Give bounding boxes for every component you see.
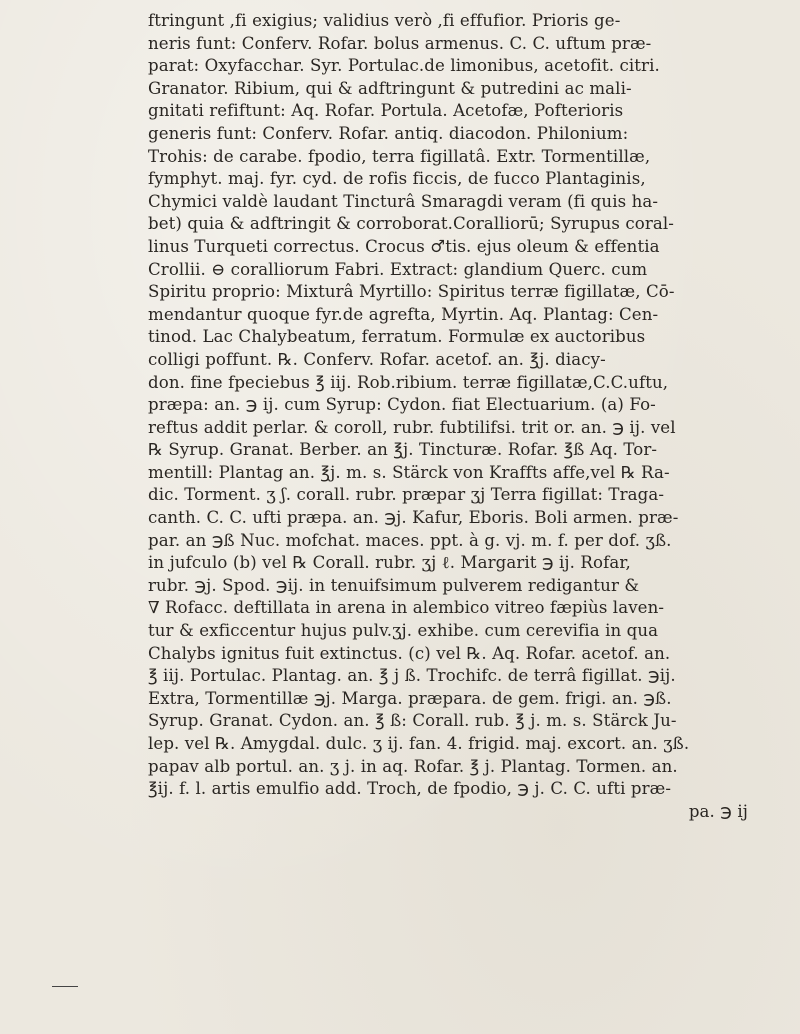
- margin-dash: [52, 986, 78, 987]
- text-line: mentill: Plantag an. ℥j. m. s. Stärck von Kraffts affe,vel ℞ Ra-: [148, 462, 670, 482]
- catchword: pa. ℈ ij: [688, 801, 748, 821]
- text-line: ∇ Rofacc. deftillata in arena in alembico vitreo fæpiùs laven-: [148, 598, 665, 618]
- text-line: tur & exficcentur hujus pulv.ʒj. exhibe. cum cerevifia in qua: [148, 621, 659, 641]
- text-line: generis funt: Conferv. Rofar. antiq. diacodon. Philonium:: [148, 123, 629, 143]
- text-line: Syrup. Granat. Cydon. an. ℥ ß: Corall. rub. ℥ j. m. s. Stärck Ju-: [148, 711, 677, 731]
- text-line: colligi poffunt. ℞. Conferv. Rofar. acetof. an. ℥j. diacy-: [148, 349, 606, 369]
- text-line: Chymici valdè laudant Tincturâ Smaragdi veram (fi quis ha-: [148, 191, 659, 211]
- text-line: Crollii. ⊖ coralliorum Fabri. Extract: glandium Querc. cum: [148, 259, 648, 279]
- text-line: linus Turqueti correctus. Crocus ♂tis. ejus oleum & effentia: [148, 236, 660, 256]
- text-line: præpa: an. ℈ ij. cum Syrup: Cydon. fiat Electuarium. (a) Fo-: [148, 395, 656, 415]
- text-line: ℥ij. f. l. artis emulfio add. Troch, de fpodio, ℈ j. C. C. ufti præ-: [148, 779, 672, 799]
- text-line: Extra, Tormentillæ ℈j. Marga. præpara. de gem. frigi. an. ℈ß.: [148, 688, 672, 708]
- text-line: mendantur quoque fyr.de agrefta, Myrtin. Aq. Plantag: Cen-: [148, 304, 659, 324]
- text-line: dic. Torment. ʒ ʃ. corall. rubr. præpar ʒj Terra figillat: Traga-: [148, 485, 665, 505]
- text-line: gnitati refiftunt: Aq. Rofar. Portula. Acetofæ, Pofterioris: [148, 101, 624, 121]
- text-line: Trohis: de carabe. fpodio, terra figillatâ. Extr. Tormentillæ,: [148, 146, 651, 166]
- text-line: parat: Oxyfacchar. Syr. Portulac.de limonibus, acetofit. citri.: [148, 56, 660, 76]
- text-line: rubr. ℈j. Spod. ℈ij. in tenuifsimum pulverem redigantur &: [148, 575, 640, 595]
- text-line: canth. C. C. ufti præpa. an. ℈j. Kafur, Eboris. Boli armen. præ-: [148, 508, 679, 528]
- text-line: bet) quia & adftringit & corroborat.Coralliorū; Syrupus coral-: [148, 214, 674, 234]
- text-line: par. an ℈ß Nuc. mofchat. maces. ppt. à g. vj. m. f. per dof. ʒß.: [148, 530, 672, 550]
- text-line: Spiritu proprio: Mixturâ Myrtillo: Spiritus terræ figillatæ, Cō-: [148, 282, 675, 302]
- text-line: Chalybs ignitus fuit extinctus. (c) vel ℞. Aq. Rofar. acetof. an.: [148, 643, 671, 663]
- text-line: Granator. Ribium, qui & adftringunt & putredini ac mali-: [148, 78, 632, 98]
- text-line: ftringunt ,fi exigius; validius verò ,fi effufior. Prioris ge-: [148, 11, 621, 30]
- text-line: neris funt: Conferv. Rofar. bolus armenus. C. C. uftum præ-: [148, 33, 652, 53]
- page-text: [148, 10, 788, 823]
- text-line: don. fine fpeciebus ℥ iij. Rob.ribium. terræ figillatæ,C.C.uftu,: [148, 372, 669, 392]
- text-line: in jufculo (b) vel ℞ Corall. rubr. ʒj ℓ. Margarit ℈ ij. Rofar,: [148, 553, 631, 573]
- text-line: fymphyt. maj. fyr. cyd. de rofis ficcis, de fucco Plantaginis,: [148, 169, 646, 189]
- text-line: tinod. Lac Chalybeatum, ferratum. Formulæ ex auctoribus: [148, 327, 646, 347]
- text-line: papav alb portul. an. ʒ j. in aq. Rofar. ℥ j. Plantag. Tormen. an.: [148, 756, 678, 776]
- text-line: ℥ iij. Portulac. Plantag. an. ℥ j ß. Trochifc. de terrâ figillat. ℈ij.: [148, 666, 676, 686]
- text-line: ℞ Syrup. Granat. Berber. an ℥j. Tincturæ. Rofar. ℥ß Aq. Tor-: [148, 440, 658, 460]
- text-line: lep. vel ℞. Amygdal. dulc. ʒ ij. fan. 4. frigid. maj. excort. an. ʒß.: [148, 734, 690, 753]
- text-line: reftus addit perlar. & coroll, rubr. fubtilifsi. trit or. an. ℈ ij. vel: [148, 417, 676, 437]
